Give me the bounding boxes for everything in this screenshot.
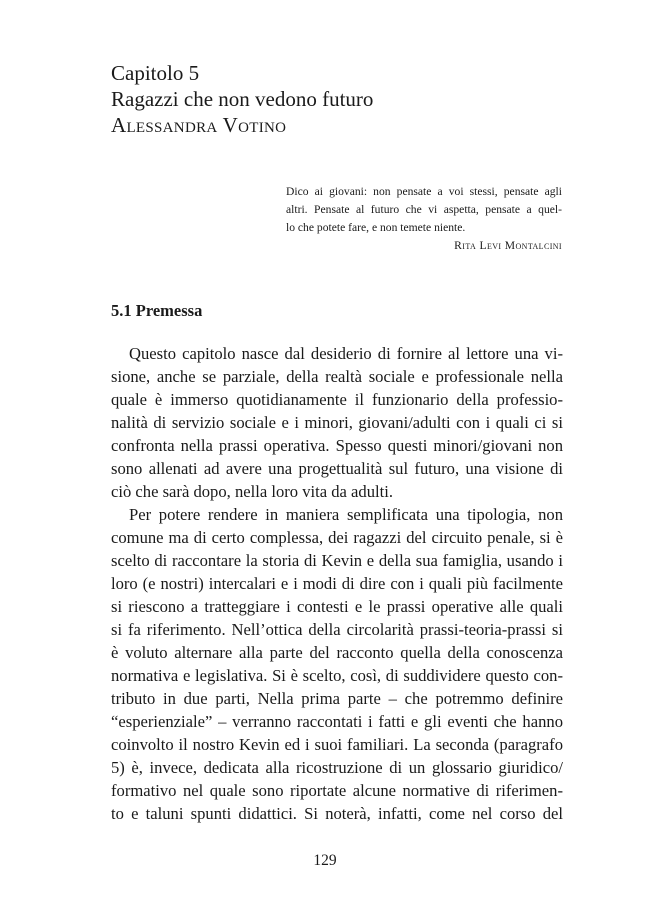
- text-line: to e taluni spunti didattici. Si noterà, infatti, come nel corso del: [111, 804, 563, 823]
- epigraph-line: Dico ai giovani: non pensate a voi stessi, pensate agli: [286, 185, 562, 198]
- text-line: è voluto alternare alla parte del racconto quella della conoscenza: [111, 643, 563, 662]
- text-line: comune ma di certo complessa, dei ragazzi del circuito penale, si è: [111, 528, 563, 547]
- text-line: Questo capitolo nasce dal desiderio di fornire al lettore una vi-: [129, 344, 563, 363]
- text-line: 5) è, invece, dedicata alla ricostruzione di un glossario giuridico/: [111, 758, 563, 777]
- text-line: coinvolto il nostro Kevin ed i suoi familiari. La seconda (paragrafo: [111, 735, 563, 754]
- epigraph: [286, 183, 562, 255]
- text-line: normativa e legislativa. Si è scelto, così, di suddividere questo con-: [111, 666, 563, 685]
- text-line: Per potere rendere in maniera semplificata una tipologia, non: [129, 505, 563, 524]
- text-line: sione, anche se parziale, della realtà sociale e professionale nella: [111, 367, 563, 386]
- text-line: si fa riferimento. Nell’ottica della circolarità prassi-teoria-prassi si: [111, 620, 563, 639]
- text-line: loro (e nostri) intercalari e i modi di dire con i quali più facilmente: [111, 574, 563, 593]
- chapter-heading: [111, 60, 551, 138]
- epigraph-attribution: Rita Levi Montalcini: [454, 239, 562, 252]
- chapter-number: Capitolo 5: [111, 61, 200, 85]
- text-line: formativo nel quale sono riportate alcune normative di riferimen-: [111, 781, 563, 800]
- text-line: confronta nella prassi operativa. Spesso questi minori/giovani non: [111, 436, 563, 455]
- text-line: tributo in due parti, Nella prima parte – che potremmo definire: [111, 689, 563, 708]
- text-line: ciò che sarà dopo, nella loro vita da adulti.: [111, 482, 393, 501]
- chapter-title: Ragazzi che non vedono futuro: [111, 87, 374, 111]
- epigraph-line: altri. Pensate al futuro che vi aspetta, pensate a quel-: [286, 203, 562, 216]
- text-line: quale è immerso quotidianamente il funzionario della professio-: [111, 390, 563, 409]
- page-number: 129: [313, 852, 337, 869]
- body-text: [111, 342, 563, 825]
- text-line: “esperienziale” – verranno raccontati i fatti e gli eventi che hanno: [111, 712, 563, 731]
- epigraph-line: lo che potete fare, e non temete niente.: [286, 221, 466, 234]
- paragraph: [111, 342, 563, 503]
- section-title: 5.1 Premessa: [111, 301, 203, 320]
- text-line: si riescono a tratteggiare i contesti e le prassi operative alle quali: [111, 597, 563, 616]
- text-line: nalità di servizio sociale e i minori, giovani/adulti con i quali ci si: [111, 413, 563, 432]
- text-line: scelto di raccontare la storia di Kevin e della sua famiglia, usando i: [111, 551, 563, 570]
- paragraph: [111, 503, 563, 825]
- text-line: sono allenati ad avere una progettualità sul futuro, una visione di: [111, 459, 563, 478]
- chapter-author: Alessandra Votino: [111, 113, 287, 137]
